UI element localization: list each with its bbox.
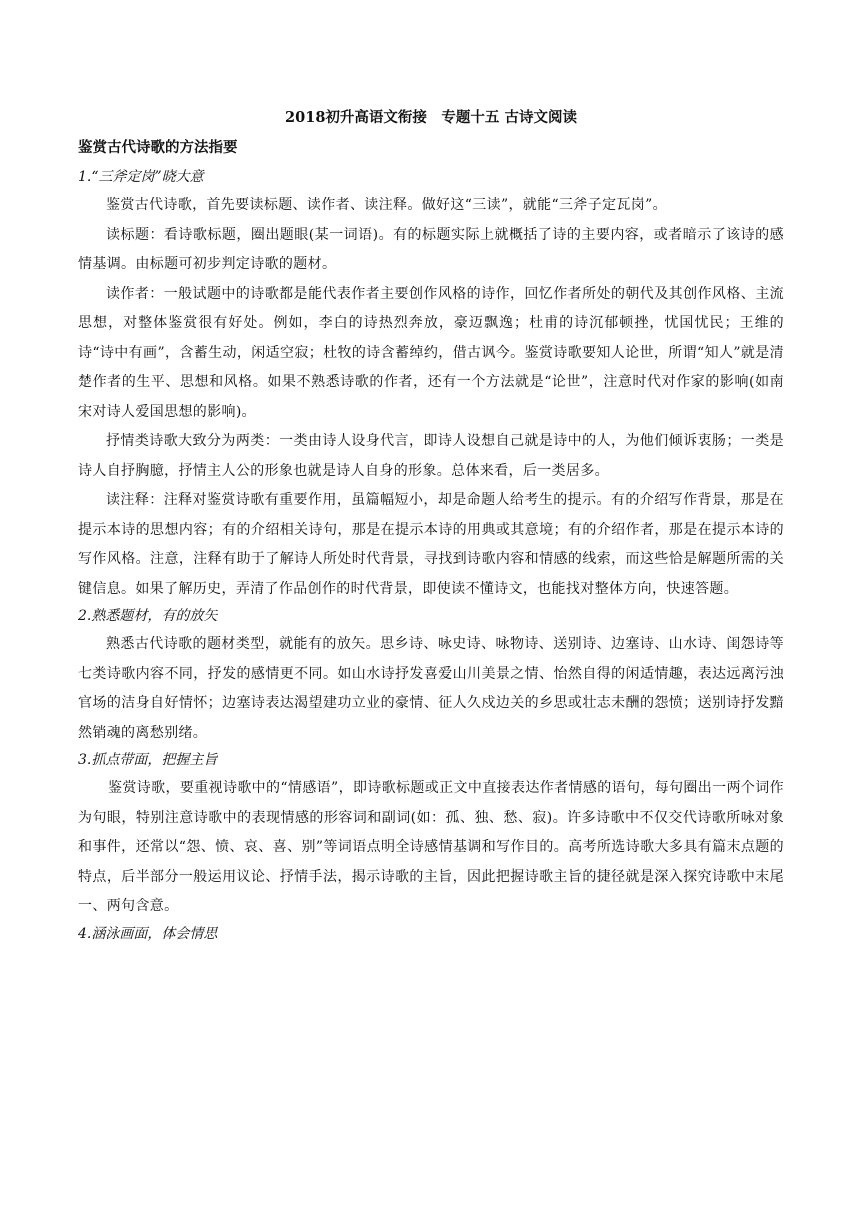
subsection-heading-2: 2.熟悉题材，有的放矢 [78, 608, 218, 624]
document-title: 2018初升高语文衔接 专题十五 古诗文阅读 [285, 109, 577, 126]
paragraph: 读标题：看诗歌标题，圈出题眼(某一词语)。有的标题实际上就概括了诗的主要内容，或者暗示了该诗的感情基调。由标题可初步判定诗歌的题材。 [78, 226, 784, 272]
document-content [78, 108, 784, 953]
paragraph: 抒情类诗歌大致分为两类：一类由诗人设身代言，即诗人设想自己就是诗中的人，为他们倾诉衷肠；一类是诗人自抒胸臆，抒情主人公的形象也就是诗人自身的形象。总体来看，后一类居多。 [78, 433, 784, 479]
subsection-heading-4: 4.涵泳画面，体会情思 [78, 925, 218, 942]
paragraph: 读作者：一般试题中的诗歌都是能代表作者主要创作风格的诗作，回忆作者所处的朝代及其创作风格、主流思想，对整体鉴赏很有好处。例如，李白的诗热烈奔放，豪迈飘逸；杜甫的诗沉郁顿挫，忧国忧民；王维的诗“诗中有画”，含蓄生动，闲适空寂；杜牧的诗含蓄绰约，借古讽今。鉴赏诗歌要知人论世，所谓“知人”就是清楚作者的生平、思想和风格。如果不熟悉诗歌的作者，还有一个方法就是“论世”，注意时代对作家的影响(如南宋对诗人爱国思想的影响)。 [78, 285, 784, 420]
section-heading: 鉴赏古代诗歌的方法指要 [78, 139, 238, 156]
paragraph: 鉴赏诗歌，要重视诗歌中的“情感语”，即诗歌标题或正文中直接表达作者情感的语句，每句圈出一两个词作为句眼，特别注意诗歌中的表现情感的形容词和副词(如：孤、独、愁、寂)。许多诗歌中不仅交代诗歌所咏对象和事件，还常以“怨、愤、哀、喜、别”等词语点明全诗感情基调和写作目的。高考所选诗歌大多具有篇末点题的特点，后半部分一般运用议论、抒情手法，揭示诗歌的主旨，因此把握诗歌主旨的捷径就是深入探究诗歌中末尾一、两句含意。 [78, 780, 784, 914]
paragraph: 读注释：注释对鉴赏诗歌有重要作用，虽篇幅短小，却是命题人给考生的提示。有的介绍写作背景，那是在提示本诗的思想内容；有的介绍相关诗句，那是在提示本诗的用典或其意境；有的介绍作者，那是在提示本诗的写作风格。注意，注释有助于了解诗人所处时代背景，寻找到诗歌内容和情感的线索，而这些恰是解题所需的关键信息。如果了解历史，弄清了作品创作的时代背景，即使读不懂诗文，也能找对整体方向，快速答题。 [78, 492, 784, 597]
paragraph: 鉴赏古代诗歌，首先要读标题、读作者、读注释。做好这“三读”，就能“三斧子定瓦岗”。 [106, 197, 667, 213]
paragraph: 熟悉古代诗歌的题材类型，就能有的放矢。思乡诗、咏史诗、咏物诗、送别诗、边塞诗、山水诗、闺怨诗等七类诗歌内容不同，抒发的感情更不同。如山水诗抒发喜爱山川美景之情、怡然自得的闲适情趣，表达远离污浊官场的洁身自好情怀；边塞诗表达渴望建功立业的豪情、征人久戍边关的乡思或壮志未酬的怨愤；送别诗抒发黯然销魂的离愁别绪。 [78, 636, 784, 741]
subsection-heading-3: 3.抓点带面，把握主旨 [78, 752, 218, 768]
subsection-heading-1: 1.“三斧定岗”晓大意 [78, 169, 204, 185]
